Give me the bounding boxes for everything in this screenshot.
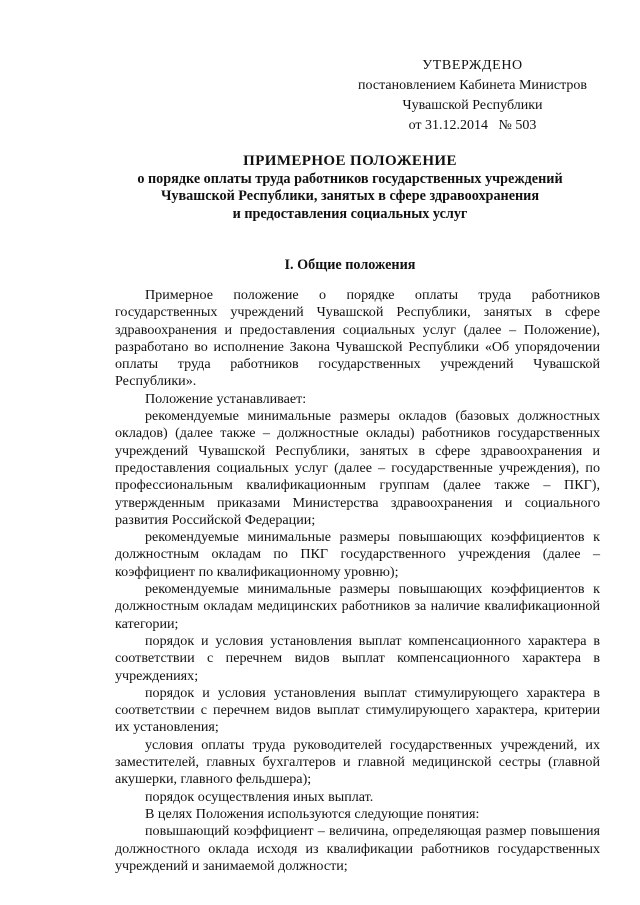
document-title: [100, 153, 600, 223]
paragraph: порядок и условия установления выплат стимулирующего характера в соответствии с перечнем видов выплат стимулирующего характера, критерии их установления;: [115, 684, 600, 736]
approval-date-number: от 31.12.2014 № 503: [408, 118, 537, 133]
paragraph: повышающий коэффициент – величина, определяющая размер повышения должностного оклада исходя из квалификации работников государственных учреждений и занимаемой должности;: [115, 823, 600, 874]
approval-republic: Чувашской Республики: [402, 98, 543, 113]
approval-block: [345, 56, 600, 136]
section-body: [115, 287, 600, 875]
paragraph: Положение устанавливает:: [145, 390, 307, 407]
section-heading: I. Общие положения: [284, 257, 416, 273]
paragraph: рекомендуемые минимальные размеры окладов (базовых должностных окладов) (далее также – должностные оклады) работников государственных учреждений Чувашской Республики, занятых в сфере здравоохранения и предоставления социальных услуг (далее – государственные учреждения), по профессиональным квалификационным группам (далее также – ПКГ), утвержденным приказами Министерства здравоохранения и социального развития Российской Федерации;: [115, 408, 600, 528]
document-title-line: Чувашской Республики, занятых в сфере здравоохранения: [160, 188, 540, 204]
paragraph: Примерное положение о порядке оплаты труда работников государственных учреждений Чувашской Республики, занятых в сфере здравоохранения и предоставления социальных услуг (далее – Положение), разработано во исполнение Закона Чувашской Республики «Об упорядочении оплаты труда работников государственных учреждений Чувашской Республики».: [115, 287, 600, 390]
document-title-line: и предоставления социальных услуг: [232, 205, 468, 222]
paragraph: В целях Положения используются следующие понятия:: [145, 805, 480, 822]
paragraph: рекомендуемые минимальные размеры повышающих коэффициентов к должностным окладам медицинских работников за наличие квалификационной категории;: [115, 581, 600, 632]
paragraph: рекомендуемые минимальные размеры повышающих коэффициентов к должностным окладам по ПКГ государственного учреждения (далее – коэффициент по квалификационному уровню);: [115, 529, 600, 580]
paragraph: порядок и условия установления выплат компенсационного характера в соответствии с перечнем видов выплат компенсационного характера в учреждениях;: [115, 632, 600, 684]
approval-issuer: постановлением Кабинета Министров: [358, 78, 587, 93]
paragraph: порядок осуществления иных выплат.: [145, 788, 374, 805]
paragraph: условия оплаты труда руководителей государственных учреждений, их заместителей, главных бухгалтеров и главной медицинской сестры (главной акушерки, главного фельдшера);: [115, 736, 600, 788]
document-title-line: о порядке оплаты труда работников государственных учреждений: [137, 170, 563, 187]
document-title-main: ПРИМЕРНОЕ ПОЛОЖЕНИЕ: [243, 153, 457, 169]
approval-heading: УТВЕРЖДЕНО: [422, 58, 523, 73]
